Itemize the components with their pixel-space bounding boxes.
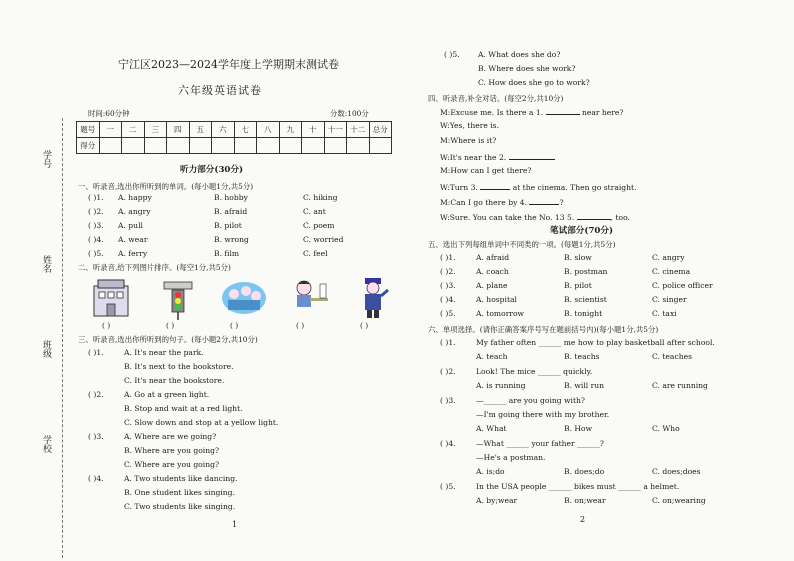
- exam-title: 宁江区2023—2024学年度上学期期末测试卷: [118, 58, 339, 71]
- s3-num: ( )3.: [88, 432, 104, 441]
- picture-blank[interactable]: ( ): [230, 321, 239, 330]
- dialogue-line: W:Sure. You can take the No. 13 5. , too.: [440, 213, 630, 222]
- dialogue-line: M:How can I get there?: [440, 166, 532, 175]
- s6-question: Look! The mice ______ quickly.: [476, 367, 593, 376]
- s6-question: My father often ______ me how to play basketball after school.: [476, 338, 715, 347]
- s3-c: C. Slow down and stop at a yellow light.: [124, 418, 279, 427]
- dialogue-line: W:It's near the 2.: [440, 151, 555, 162]
- s6-a: A. What: [476, 424, 507, 433]
- exam-subtitle: 六年级英语试卷: [178, 84, 262, 97]
- s5-a: A. hospital: [476, 295, 517, 304]
- s1-a: A. pull: [118, 221, 143, 230]
- score-input-cell[interactable]: [369, 138, 392, 154]
- s3-b: B. It's next to the bookstore.: [124, 362, 234, 371]
- s3-c: C. Two students like singing.: [124, 502, 236, 511]
- children-picture: [220, 276, 268, 320]
- section5-title: 五、选出下列每组单词中不同类的一项。(每题1分,共5分): [428, 240, 616, 249]
- s1-num: ( )2.: [88, 207, 104, 216]
- s5-c: C. singer: [652, 295, 687, 304]
- s6-b: B. on;wear: [564, 496, 606, 505]
- s1-c: C. worried: [303, 235, 344, 244]
- s3-a: A. Two students like dancing.: [124, 474, 238, 483]
- s1-b: B. afraid: [214, 207, 248, 216]
- s5-num: ( )2.: [440, 267, 456, 276]
- score-cell: 四: [167, 122, 190, 138]
- s1-num: ( )3.: [88, 221, 104, 230]
- s3-a: A. Where are we going?: [124, 432, 217, 441]
- score-cell: 六: [212, 122, 235, 138]
- p2-q5-num: ( )5.: [444, 50, 460, 59]
- section6-title: 六、单项选择。(请你正确答案序号写在题前括号内)(每小题1分,共5分): [428, 325, 659, 334]
- s6-question-answer: —He's a postman.: [476, 453, 546, 462]
- binding-margin: [0, 0, 72, 561]
- s3-a: A. It's near the park.: [124, 348, 204, 357]
- s1-b: B. wrong: [214, 235, 249, 244]
- binding-label-student-id: 学号: [41, 150, 51, 168]
- score-cell: 十一: [324, 122, 347, 138]
- traffic-light-picture: [158, 276, 198, 320]
- s5-c: C. taxi: [652, 309, 677, 318]
- score-cell: 一: [99, 122, 122, 138]
- score-cell: 七: [234, 122, 257, 138]
- s5-b: B. pilot: [564, 281, 592, 290]
- score-input-cell[interactable]: [167, 138, 190, 154]
- score-cell: 总分: [369, 122, 392, 138]
- score-input-cell[interactable]: [122, 138, 145, 154]
- s6-c: C. are running: [652, 381, 708, 390]
- dialogue-line: W:Yes, there is.: [440, 121, 499, 130]
- s1-b: B. hobby: [214, 193, 248, 202]
- s3-b: B. Stop and wait at a red light.: [124, 404, 243, 413]
- exam-score: 分数:100分: [330, 109, 369, 118]
- score-input-cell[interactable]: [234, 138, 257, 154]
- section2-title: 二、听录音,给下列图片排序。(每空1分,共5分): [78, 263, 231, 272]
- s1-num: ( )1.: [88, 193, 104, 202]
- dialogue-line: M:Can I go there by 4. ?: [440, 198, 564, 207]
- s1-a: A. angry: [118, 207, 151, 216]
- score-table-header-row: [77, 122, 392, 138]
- s5-c: C. police officer: [652, 281, 713, 290]
- s1-b: B. film: [214, 249, 240, 258]
- score-cell: 五: [189, 122, 212, 138]
- s6-a: A. is running: [476, 381, 526, 390]
- page-number-1: 1: [232, 520, 238, 529]
- s5-num: ( )5.: [440, 309, 456, 318]
- s3-c: C. Where are you going?: [124, 460, 220, 469]
- s1-b: B. pilot: [214, 221, 242, 230]
- s1-c: C. hiking: [303, 193, 338, 202]
- s1-c: C. poem: [303, 221, 335, 230]
- s6-question: In the USA people ______ bikes must ______ a helmet.: [476, 482, 680, 491]
- dialogue-line: M:Where is it?: [440, 136, 497, 145]
- s6-num: ( )2.: [440, 367, 456, 376]
- page-number-2: 2: [580, 515, 586, 524]
- s5-a: A. plane: [476, 281, 508, 290]
- score-input-cell[interactable]: [257, 138, 280, 154]
- picture-blank[interactable]: ( ): [296, 321, 305, 330]
- s3-num: ( )1.: [88, 348, 104, 357]
- binding-line: [62, 118, 63, 558]
- s6-question-answer: —I'm going there with my brother.: [476, 410, 610, 419]
- s3-c: C. It's near the bookstore.: [124, 376, 225, 385]
- score-row-label: 得分: [77, 138, 100, 154]
- s6-b: B. does;do: [564, 467, 605, 476]
- s6-num: ( )4.: [440, 439, 456, 448]
- score-cell: 八: [257, 122, 280, 138]
- s6-num: ( )3.: [440, 396, 456, 405]
- s5-num: ( )1.: [440, 253, 456, 262]
- score-input-cell[interactable]: [189, 138, 212, 154]
- s6-num: ( )5.: [440, 482, 456, 491]
- s1-a: A. happy: [118, 193, 152, 202]
- s5-c: C. angry: [652, 253, 685, 262]
- section4-title: 四、听录音,补全对话。(每空2分,共10分): [428, 94, 564, 103]
- p2-q5-a: A. What does she do?: [478, 50, 561, 59]
- score-input-cell[interactable]: [279, 138, 302, 154]
- s6-b: B. How: [564, 424, 593, 433]
- p2-q5-c: C. How does she go to work?: [478, 78, 590, 87]
- p2-q5-b: B. Where does she work?: [478, 64, 576, 73]
- s6-a: A. by;wear: [476, 496, 518, 505]
- s5-num: ( )3.: [440, 281, 456, 290]
- score-input-cell[interactable]: [302, 138, 325, 154]
- blank-2[interactable]: [509, 151, 555, 160]
- score-cell: 二: [122, 122, 145, 138]
- s6-a: A. is;do: [476, 467, 505, 476]
- section3-title: 三、听录音,选出你所听到的句子。(每小题2分,共10分): [78, 335, 258, 344]
- police-officer-picture: [356, 274, 390, 320]
- score-cell: 三: [144, 122, 167, 138]
- s3-num: ( )4.: [88, 474, 104, 483]
- s5-c: C. cinema: [652, 267, 691, 276]
- score-cell: 题号: [77, 122, 100, 138]
- s6-question: —What ______ your father ______?: [476, 439, 604, 448]
- s6-c: C. Who: [652, 424, 680, 433]
- score-cell: 十二: [347, 122, 370, 138]
- score-input-cell[interactable]: [99, 138, 122, 154]
- s5-a: A. tomorrow: [476, 309, 525, 318]
- section1-title: 一、听录音,选出你所听到的单词。(每小题1分,共5分): [78, 182, 254, 191]
- s1-c: C. ant: [303, 207, 326, 216]
- s3-b: B. Where are you going?: [124, 446, 220, 455]
- s1-num: ( )5.: [88, 249, 104, 258]
- s6-num: ( )1.: [440, 338, 456, 347]
- score-input-cell[interactable]: [144, 138, 167, 154]
- dialogue-line: M:Excuse me. Is there a 1. near here?: [440, 108, 624, 117]
- exam-time: 时间:60分钟: [88, 109, 130, 118]
- s5-b: B. scientist: [564, 295, 607, 304]
- listening-title: 听力部分(30分): [180, 165, 244, 175]
- s6-c: C. does;does: [652, 467, 701, 476]
- dialogue-line: W:Turn 3. at the cinema. Then go straight.: [440, 183, 637, 192]
- score-table: [76, 121, 392, 154]
- binding-label-class: 班级: [41, 340, 51, 358]
- s1-a: A. wear: [118, 235, 148, 244]
- score-cell: 九: [279, 122, 302, 138]
- written-title: 笔试部分(70分): [550, 226, 614, 236]
- s1-num: ( )4.: [88, 235, 104, 244]
- s5-a: A. coach: [476, 267, 509, 276]
- s6-c: C. teaches: [652, 352, 692, 361]
- s3-num: ( )2.: [88, 390, 104, 399]
- student-desk-picture: [290, 276, 330, 320]
- picture-blank[interactable]: ( ): [360, 321, 369, 330]
- picture-blank[interactable]: ( ): [102, 321, 111, 330]
- s6-b: B. teachs: [564, 352, 600, 361]
- blank-5[interactable]: [577, 211, 611, 220]
- s3-b: B. One student likes singing.: [124, 488, 235, 497]
- s1-a: A. ferry: [118, 249, 148, 258]
- building-picture: [90, 276, 132, 318]
- binding-label-school: 学校: [41, 435, 51, 453]
- blank-4[interactable]: [529, 196, 559, 205]
- score-table-score-row: [77, 138, 392, 154]
- score-input-cell[interactable]: [324, 138, 347, 154]
- s6-question: —______ are you going with?: [476, 396, 585, 405]
- s6-a: A. teach: [476, 352, 508, 361]
- picture-blank[interactable]: ( ): [166, 321, 175, 330]
- s3-a: A. Go at a green light.: [124, 390, 210, 399]
- binding-label-name: 姓名: [41, 255, 51, 273]
- s6-c: C. on;wearing: [652, 496, 706, 505]
- s1-c: C. feel: [303, 249, 328, 258]
- s5-b: B. tonight: [564, 309, 603, 318]
- blank-3[interactable]: [480, 181, 510, 190]
- score-input-cell[interactable]: [212, 138, 235, 154]
- s6-b: B. will run: [564, 381, 605, 390]
- score-cell: 十: [302, 122, 325, 138]
- s5-num: ( )4.: [440, 295, 456, 304]
- s5-b: B. slow: [564, 253, 592, 262]
- s5-b: B. postman: [564, 267, 608, 276]
- blank-1[interactable]: [546, 106, 580, 115]
- score-input-cell[interactable]: [347, 138, 370, 154]
- s5-a: A. afraid: [476, 253, 510, 262]
